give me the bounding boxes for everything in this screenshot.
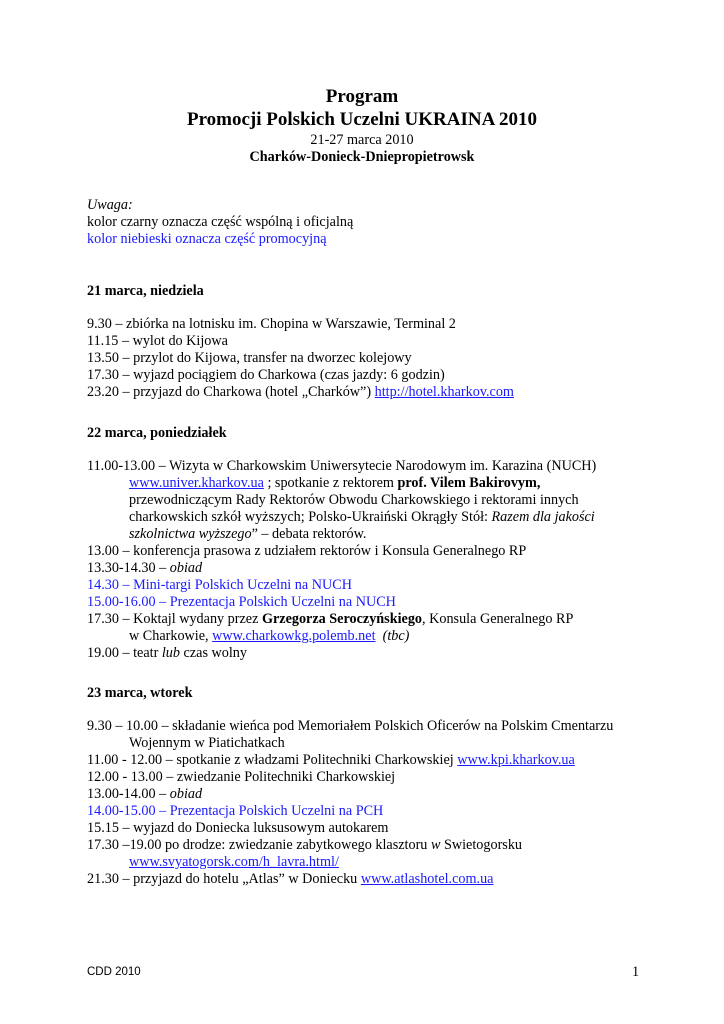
schedule-item: 15.15 – wyjazd do Doniecka luksusowym autokarem: [87, 820, 389, 836]
tbc-note: (tbc): [382, 628, 410, 644]
schedule-item: 9.30 – zbiórka na lotnisku im. Chopina w Warszawie, Terminal 2: [87, 316, 456, 332]
schedule-item: [87, 645, 647, 662]
day-22-schedule: [87, 458, 647, 662]
event-route: Charków-Donieck-Dniepropietrowsk: [249, 149, 475, 165]
consul-name: Grzegorza Seroczyńskiego: [261, 611, 423, 627]
schedule-item-promo: 14.00-15.00 – Prezentacja Polskich Uczelni na PCH: [87, 803, 384, 819]
schedule-item-text: 21.30 – przyjazd do hotelu „Atlas” w Doniecku: [87, 871, 361, 887]
univer-kharkov-link[interactable]: www.univer.kharkov.ua: [129, 475, 264, 491]
day-heading-21: 21 marca, niedziela: [87, 283, 204, 299]
schedule-item: [87, 560, 647, 577]
schedule-item-continuation: [87, 526, 647, 543]
atlas-hotel-link[interactable]: www.atlashotel.com.ua: [360, 871, 494, 887]
day-heading-23: 23 marca, wtorek: [87, 685, 193, 701]
schedule-item: 13.00 – konferencja prasowa z udziałem rektorów i Konsula Generalnego RP: [87, 543, 527, 559]
schedule-item: 11.00-13.00 – Wizyta w Charkowskim Uniwersytecie Narodowym im. Karazina (NUCH): [87, 458, 597, 474]
schedule-item: [87, 384, 647, 401]
schedule-item-text: , Konsula Generalnego RP: [422, 611, 574, 627]
debate-title-cont: szkolnictwa wyższego: [129, 526, 252, 542]
schedule-item: [87, 871, 647, 888]
schedule-item: [87, 837, 647, 854]
schedule-item-text: 17.30 –19.00 po drodze: zwiedzanie zabytkowego klasztoru: [87, 837, 431, 853]
document-title: Program: [325, 86, 399, 107]
monastery-w: w: [430, 837, 441, 853]
schedule-item: 13.50 – przylot do Kijowa, transfer na dworzec kolejowy: [87, 350, 412, 366]
note-label: Uwaga:: [87, 197, 133, 213]
schedule-item-text: 13.00-14.00 –: [87, 786, 170, 802]
rector-name: prof. Vilem Bakirovym,: [397, 475, 541, 491]
schedule-item-continuation: Wojennym w Piatichatkach: [129, 735, 285, 751]
page-number: 1: [632, 964, 640, 980]
lunch-word: obiad: [169, 560, 203, 576]
schedule-item-continuation: przewodniczącym Rady Rektorów Obwodu Charkowskiego i rektorami innych: [129, 492, 579, 508]
schedule-item-continuation: [87, 628, 647, 645]
kpi-link[interactable]: www.kpi.kharkov.ua: [457, 752, 575, 768]
schedule-item-text: ; spotkanie z rektorem: [263, 475, 398, 491]
color-legend-note: [87, 197, 647, 248]
schedule-item-text: 19.00 – teatr: [87, 645, 162, 661]
schedule-item-continuation: [87, 509, 647, 526]
schedule-item-text: Swietogorsku: [440, 837, 522, 853]
schedule-item: [87, 611, 647, 628]
event-dates: 21-27 marca 2010: [310, 132, 414, 148]
schedule-item-promo: 15.00-16.00 – Prezentacja Polskich Uczelni na NUCH: [87, 594, 396, 610]
schedule-item-continuation: [87, 475, 647, 492]
day-23-schedule: [87, 718, 647, 888]
schedule-item-text: w Charkowie,: [129, 628, 213, 644]
schedule-item: 12.00 - 13.00 – zwiedzanie Politechniki Charkowskiej: [87, 769, 396, 785]
schedule-item: [87, 786, 647, 803]
schedule-item-text: 23.20 – przyjazd do Charkowa (hotel „Charków”): [87, 384, 375, 400]
schedule-item: 17.30 – wyjazd pociągiem do Charkowa (czas jazdy: 6 godzin): [87, 367, 445, 383]
schedule-item-text: charkowskich szkół wyższych; Polsko-Ukraiński Okrągły Stół:: [129, 509, 492, 525]
schedule-item-text: ” – debata rektorów.: [251, 526, 367, 542]
schedule-item-text: czas wolny: [180, 645, 247, 661]
lunch-word: obiad: [169, 786, 203, 802]
schedule-item-text: 13.30-14.30 –: [87, 560, 170, 576]
footer-label: CDD 2010: [87, 966, 141, 978]
day-heading-22: 22 marca, poniedziałek: [87, 425, 227, 441]
schedule-item-continuation: [87, 854, 647, 871]
hotel-kharkov-link[interactable]: http://hotel.kharkov.com: [374, 384, 514, 400]
theatre-or: lub: [161, 645, 180, 661]
svyatogorsk-link[interactable]: www.svyatogorsk.com/h_lavra.html/: [129, 854, 339, 870]
schedule-item: [87, 752, 647, 769]
note-blue-line: kolor niebieski oznacza część promocyjną: [87, 231, 327, 247]
schedule-item: 11.15 – wylot do Kijowa: [87, 333, 228, 349]
schedule-item-text: 11.00 - 12.00 – spotkanie z władzami Politechniki Charkowskiej: [87, 752, 458, 768]
debate-title: Razem dla jakości: [491, 509, 595, 525]
schedule-item: 9.30 – 10.00 – składanie wieńca pod Memoriałem Polskich Oficerów na Polskim Cmentarzu: [87, 718, 614, 734]
consulate-link[interactable]: www.charkowkg.polemb.net: [212, 628, 376, 644]
note-black-line: kolor czarny oznacza część wspólną i oficjalną: [87, 214, 354, 230]
schedule-item-text: 17.30 – Koktajl wydany przez: [87, 611, 262, 627]
day-21-schedule: [87, 316, 647, 401]
document-subtitle: Promocji Polskich Uczelni UKRAINA 2010: [186, 109, 538, 130]
schedule-item-promo: 14.30 – Mini-targi Polskich Uczelni na NUCH: [87, 577, 352, 593]
